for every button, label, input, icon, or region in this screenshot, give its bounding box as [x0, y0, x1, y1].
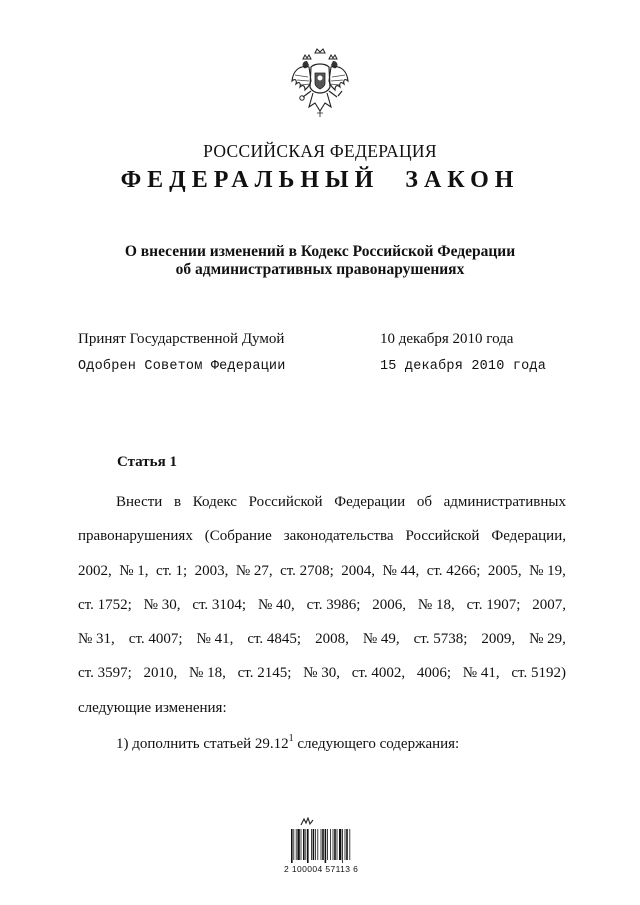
article-word: № 44,: [382, 562, 420, 579]
barcode-bar: [301, 829, 302, 860]
barcode-bar: [315, 829, 316, 860]
article-body-line: [78, 691, 566, 725]
article-word: 2006,: [372, 596, 407, 613]
article-word: № 41,: [196, 631, 234, 648]
article-word: (Собрание: [204, 528, 272, 545]
barcode-bar: [317, 829, 318, 860]
law-title-line: О внесении изменений в Кодекс Российской Федерации: [124, 243, 516, 260]
article-word: ст. 3986;: [306, 596, 361, 613]
barcode-bar: [293, 829, 294, 860]
article-word: 2008,: [315, 631, 349, 648]
document-type-heading: ФЕДЕРАЛЬНЫЙ ЗАКОН: [120, 167, 520, 193]
article-body-line: [78, 588, 566, 622]
stamp-mark-icon: [300, 817, 314, 827]
article-word: № 18,: [189, 665, 226, 682]
article-body-line: [78, 656, 566, 690]
law-title: [0, 243, 640, 279]
duma-date: 10 декабря 2010 года: [380, 331, 514, 347]
article-word: ст. 1;: [155, 562, 188, 579]
article-word: 2007,: [532, 596, 566, 613]
barcode-icon: [290, 829, 372, 863]
article-body-line: [78, 554, 566, 588]
article-word: ст. 4002,: [351, 665, 406, 682]
barcode-bar: [325, 829, 327, 863]
law-title-line: об административных правонарушениях: [175, 261, 465, 278]
article-word: Кодекс: [192, 494, 237, 510]
article-word: Российской: [405, 528, 480, 545]
article-word: ст. 2708;: [280, 562, 334, 579]
article-word: ст. 4007;: [128, 631, 183, 648]
barcode-number: 2 100004 57113 6: [284, 864, 359, 874]
barcode-bar: [307, 829, 309, 863]
double-headed-eagle-icon: [289, 47, 351, 119]
barcode-bar: [321, 829, 322, 860]
article-word: следующие изменения:: [78, 699, 227, 716]
article-word: 2003,: [194, 562, 229, 579]
article-word: 2005,: [487, 562, 522, 579]
article-word: в: [174, 494, 182, 510]
article-word: № 41,: [462, 665, 500, 682]
barcode-bar: [322, 829, 324, 860]
article-word: ст. 2145;: [237, 665, 292, 682]
article-word: ст. 5738;: [413, 631, 468, 648]
article-word: ст. 1907;: [466, 596, 521, 613]
barcode-bar: [291, 829, 293, 863]
barcode-bar: [345, 829, 346, 860]
article-item-1: [116, 733, 459, 753]
article-word: законодательства: [283, 528, 394, 545]
article-word: Федерации,: [491, 528, 566, 545]
article-word: ст. 3597;: [78, 665, 132, 682]
barcode-bar: [349, 829, 350, 860]
barcode-bar: [346, 829, 348, 860]
council-date: 15 декабря 2010 года: [380, 359, 547, 374]
article-body: [78, 485, 566, 725]
country-heading: РОССИЙСКАЯ ФЕДЕРАЦИЯ: [203, 141, 437, 161]
barcode-bar: [311, 829, 312, 860]
article-word: ст. 5192): [511, 665, 566, 682]
article-word: № 40,: [257, 596, 295, 613]
barcode-bar: [339, 829, 341, 860]
article-word: № 30,: [143, 596, 181, 613]
barcode-bar: [337, 829, 338, 860]
article-word: № 49,: [362, 631, 400, 648]
article-word: № 31,: [78, 631, 115, 648]
article-heading: Статья 1: [117, 454, 177, 470]
item1-text: 1) дополнить статьей 29.12: [116, 736, 289, 752]
barcode-bar: [296, 829, 297, 860]
article-word: ст. 4845;: [247, 631, 302, 648]
article-word: 2002,: [78, 562, 112, 579]
article-word: административных: [443, 494, 566, 510]
article-word: № 30,: [303, 665, 340, 682]
item1-superscript: 1: [288, 733, 294, 744]
article-word: ст. 1752;: [78, 596, 132, 613]
article-word: 2004,: [341, 562, 376, 579]
barcode-bar: [333, 829, 334, 860]
article-word: Федерации: [334, 494, 406, 510]
barcode-bar: [334, 829, 336, 860]
barcode-bar: [305, 829, 306, 860]
article-word: ст. 4266;: [426, 562, 481, 579]
article-body-line: [78, 622, 566, 656]
duma-label: Принят Государственной Думой: [78, 331, 285, 347]
article-body-line: [78, 485, 566, 519]
item1-tail: следующего содержания:: [293, 736, 460, 752]
article-word: № 19,: [529, 562, 566, 579]
article-word: 2009,: [481, 631, 516, 648]
barcode-bar: [342, 829, 343, 863]
article-word: Российской: [248, 494, 323, 510]
barcode-bar: [303, 829, 305, 860]
barcode-bar: [313, 829, 315, 860]
article-word: ст. 3104;: [192, 596, 247, 613]
barcode-bar: [327, 829, 328, 860]
barcode-bar: [330, 829, 331, 860]
article-word: № 18,: [417, 596, 455, 613]
article-word: 4006;: [416, 665, 452, 682]
article-body-line: [78, 519, 566, 553]
barcode-bar: [297, 829, 299, 860]
article-word: 2010,: [143, 665, 178, 682]
article-word: правонарушениях: [78, 528, 193, 545]
council-label: Одобрен Советом Федерации: [78, 359, 286, 374]
article-word: № 27,: [235, 562, 273, 579]
article-word: № 1,: [119, 562, 149, 579]
article-word: об: [416, 494, 432, 510]
article-word: № 29,: [529, 631, 566, 648]
article-word: Внести: [116, 494, 163, 510]
